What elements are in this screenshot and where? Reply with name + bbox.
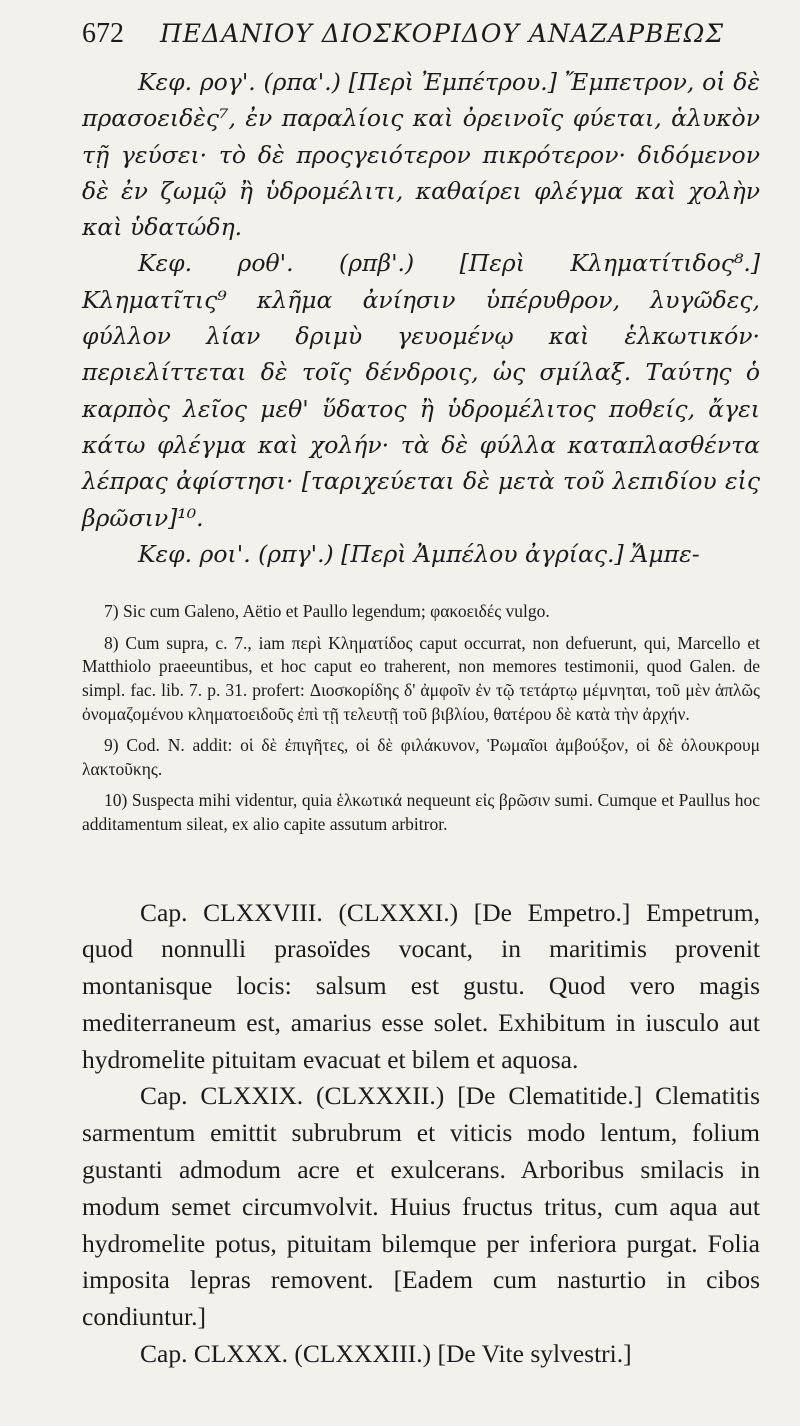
footnote-9: 9) Cod. N. addit: οἱ δὲ ἐπιγῆτες, οἱ δὲ φιλάκυνον, Ῥωμαῖοι ἀμβούξον, οἱ δὲ ὀλουκρουμ λακτοῦκης.: [82, 735, 760, 779]
greek-chapter-ampelos: Κεφ. ροι'. (ρπγ'.) [Περὶ Ἀμπέλου ἀγρίας.] Ἄμπε-: [138, 539, 700, 568]
footnote-7: 7) Sic cum Galeno, Aëtio et Paullo legendum; φακοειδές vulgo.: [104, 601, 550, 622]
running-title: ΠΕΔΑΝΙΟΥ ΔΙΟΣΚΟΡΙΔΟΥ ΑΝΑΖΑΡΒΕΩΣ: [160, 19, 725, 48]
latin-chapter-vitis: Cap. CLXXX. (CLXXXIII.) [De Vite sylvestri.]: [140, 1339, 632, 1369]
footnotes: [82, 600, 760, 836]
footnote-10: 10) Suspecta mihi videntur, quia ἑλκωτικά nequeunt εἰς βρῶσιν sumi. Cumque et Paullus hoc additamentum sileat, ex alio capite assutum arbitror.: [82, 790, 760, 834]
page-number: 672: [82, 18, 124, 49]
footnote-8: 8) Cum supra, c. 7., iam περὶ Κληματίδος caput occurrat, non defuerunt, qui, Marcello et Matthiolo praeeuntibus, et hoc caput eo traherent, non memores testimonii, quod Galen. de simpl. fac. lib. 7. p. 31. profert: Διοσκορίδης δ' ἀμφοῖν ἐν τῷ τετάρτῳ μέμνηται, τοῦ μὲν ἁπλῶς ὀνομαζομένου κληματοειδοῦς ἐπὶ τῇ τελευτῇ τοῦ βιβλίου, θατέρου δὲ κατὰ τὴν ἀρχήν.: [82, 632, 760, 724]
running-head: [82, 18, 760, 64]
greek-chapter-clematitis: Κεφ. ροθ'. (ρπβ'.) [Περὶ Κληματίτιδος⁸.] Κληματῖτις⁹ κλῆμα ἀνίησιν ὑπέρυθρον, λυγῶδες, φύλλον λίαν δριμὺ γευομένῳ καὶ ἑλκωτικόν· περιελίττεται δὲ τοῖς δένδροις, ὡς σμίλαξ. Ταύτης ὁ καρπὸς λεῖος μεθ' ὕδατος ἢ ὑδρομέλιτος ποθείς, ἄγει κάτω φλέγμα καὶ χολήν· τὰ δὲ φύλλα καταπλασθέντα λέπρας ἀφίστησι· [ταριχεύεται δὲ μετὰ τοῦ λεπιδίου εἰς βρῶσιν]¹⁰.: [82, 249, 760, 532]
latin-chapter-empetrum: Cap. CLXXVIII. (CLXXXI.) [De Empetro.] Empetrum, quod nonnulli prasoïdes vocant, in maritimis provenit montanisque locis: salsum est gustu. Quod vero magis mediterraneum est, amarius esse solet. Exhibitum in iusculo aut hydromelite pituitam evacuat et bilem et aquosa.: [82, 897, 760, 1074]
latin-chapter-clematitis: Cap. CLXXIX. (CLXXXII.) [De Clematitide.] Clematitis sarmentum emittit subrubrum et viticis modo lentum, folium gustanti admodum acre et exulcerans. Arboribus smilacis in modum semet circumvolvit. Huius fructus tritus, cum aqua aut hydromelite potus, pituitam bilemque per inferiora purgat. Folia imposita lepras removent. [Eadem cum nasturtio in cibos condiuntur.]: [82, 1081, 760, 1332]
greek-text: [82, 64, 760, 572]
greek-chapter-empetrum: Κεφ. ρογ'. (ρπα'.) [Περὶ Ἐμπέτρου.] Ἔμπετρον, οἱ δὲ πρασοειδὲς⁷, ἐν παραλίοις καὶ ὀρεινοῖς φύεται, ἁλυκὸν τῇ γεύσει· τὸ δὲ προςγειότερον πικρότερον· διδόμενον δὲ ἐν ζωμῷ ἢ ὑδρομέλιτι, καθαίρει φλέγμα καὶ χολὴν καὶ ὑδατώδη.: [82, 68, 760, 242]
latin-text: [82, 895, 760, 1373]
